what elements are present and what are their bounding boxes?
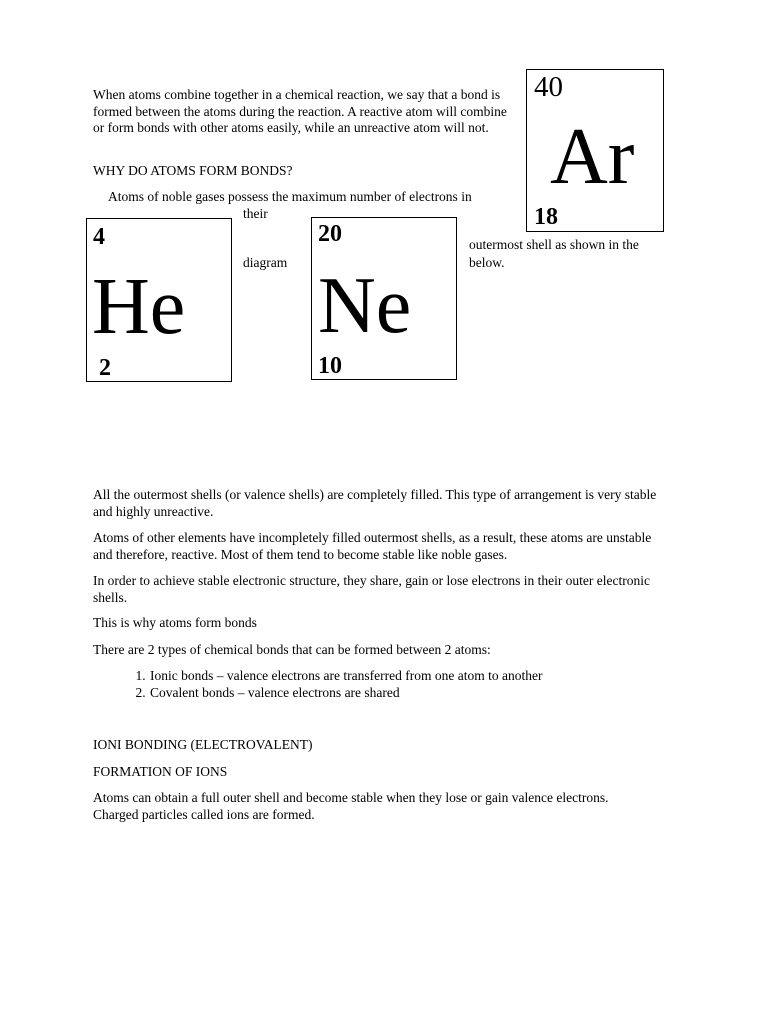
intro-paragraph: When atoms combine together in a chemical reaction, we say that a bond is formed between the atoms during the reaction. A reactive atom will combine or form bonds with other atoms easily, while an unreactive atom will not. — [93, 87, 507, 135]
outermost-line-2: below. — [469, 255, 505, 270]
neon-mass-number: 20 — [318, 221, 342, 247]
argon-element-card — [526, 69, 664, 232]
why-bonds-paragraph: This is why atoms form bonds — [93, 615, 257, 630]
neon-element-card — [311, 217, 457, 380]
neon-symbol: Ne — [318, 262, 412, 350]
ions-paragraph: Atoms can obtain a full outer shell and become stable when they lose or gain valence electrons. Charged particles called ions are formed. — [93, 790, 609, 822]
helium-element-card — [86, 218, 232, 382]
bond-types-intro: There are 2 types of chemical bonds that can be formed between 2 atoms: — [93, 642, 491, 657]
argon-symbol: Ar — [550, 113, 635, 201]
word-diagram: diagram — [243, 255, 288, 270]
argon-mass-number: 40 — [534, 71, 563, 103]
helium-mass-number: 4 — [93, 224, 105, 250]
word-their: their — [243, 206, 268, 221]
ionic-bonding-heading: IONI BONDING (ELECTROVALENT) — [93, 737, 313, 752]
stable-structure-paragraph: In order to achieve stable electronic structure, they share, gain or lose electrons in their outer electronic shells. — [93, 573, 651, 605]
neon-atomic-number: 10 — [318, 353, 342, 379]
why-heading: WHY DO ATOMS FORM BONDS? — [93, 163, 293, 178]
other-elements-paragraph: Atoms of other elements have incompletely filled outermost shells, as a result, these atoms are unstable and therefore, reactive. Most of them tend to become stable like noble gases. — [93, 530, 652, 562]
list-item: 2. Covalent bonds – valence electrons are shared — [149, 685, 669, 702]
filled-shells-paragraph: All the outermost shells (or valence shells) are completely filled. This type of arrangement is very stable and highly unreactive. — [93, 487, 657, 519]
bond-types-list — [93, 668, 669, 701]
helium-symbol: He — [92, 263, 186, 351]
helium-atomic-number: 2 — [99, 355, 111, 381]
outermost-line-1: outermost shell as shown in the — [469, 237, 639, 252]
noble-gases-line: Atoms of noble gases possess the maximum number of electrons in — [108, 189, 472, 204]
argon-atomic-number: 18 — [534, 204, 558, 230]
list-item: 1. Ionic bonds – valence electrons are transferred from one atom to another — [149, 668, 669, 685]
formation-of-ions-heading: FORMATION OF IONS — [93, 764, 228, 779]
